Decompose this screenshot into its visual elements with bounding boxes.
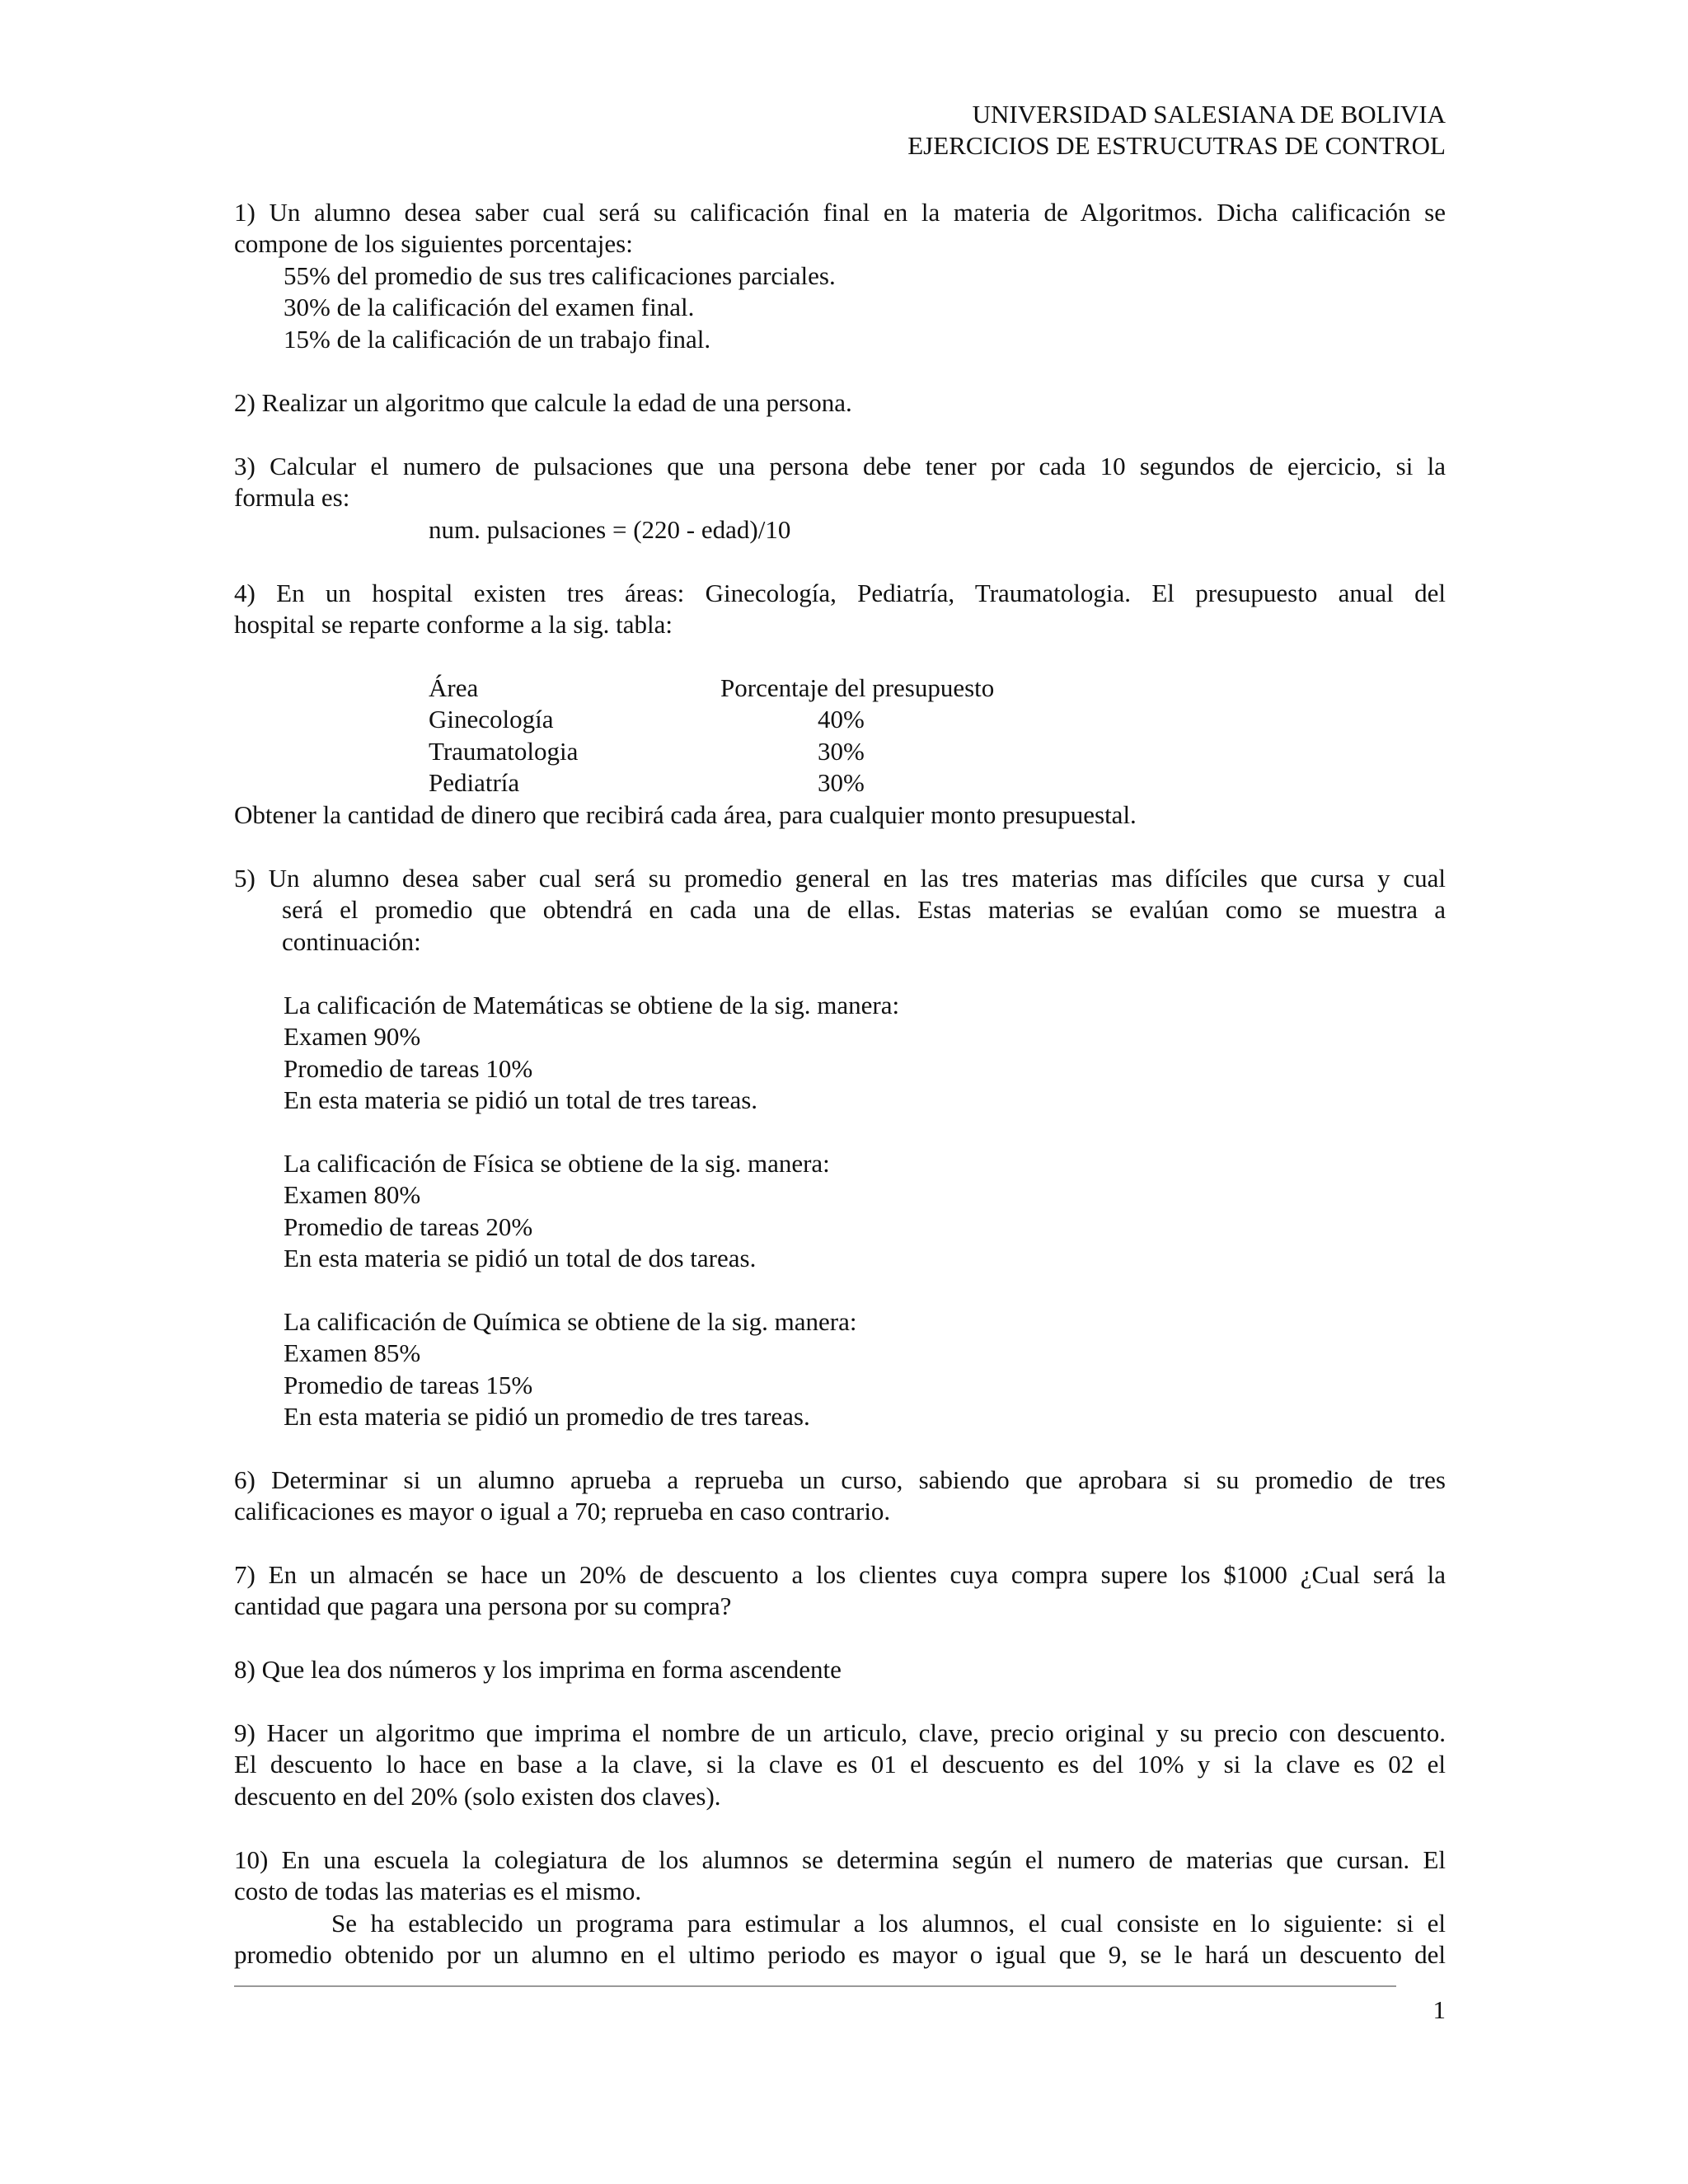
exercise-6-line-1: 6) Determinar si un alumno aprueba a reprueba un curso, sabiendo que aprobara si su promedio de tres [234,1465,1446,1494]
exercise-3-line-2: formula es: [234,483,350,512]
chemistry-exam: Examen 85% [284,1338,421,1367]
table-row-percentage: 30% [818,737,865,766]
table-row-area: Pediatría [429,768,520,797]
exercise-5-line-1: 5) Un alumno desea saber cual será su promedio general en las tres materias mas difíciles que cursa y cual [234,864,1446,893]
math-title: La calificación de Matemáticas se obtiene de la sig. manera: [284,991,900,1019]
chemistry-note: En esta materia se pidió un promedio de tres tareas. [284,1402,810,1431]
exercise-10-line-3: Se ha establecido un programa para estimular a los alumnos, el cual consiste en lo siguiente: si el [331,1909,1446,1938]
exercise-3-formula: num. pulsaciones = (220 - edad)/10 [429,515,791,544]
chemistry-homework: Promedio de tareas 15% [284,1371,533,1399]
exercise-5-line-3: continuación: [282,927,421,956]
table-row-percentage: 30% [818,768,865,797]
exercise-9-line-1: 9) Hacer un algoritmo que imprima el nombre de un articulo, clave, precio original y su precio con descuento. [234,1718,1446,1747]
exercise-7-line-2: cantidad que pagara una persona por su compra? [234,1591,732,1620]
exercise-7-line-1: 7) En un almacén se hace un 20% de descuento a los clientes cuya compra supere los $1000 ¿Cual será la [234,1560,1446,1589]
physics-exam: Examen 80% [284,1180,421,1209]
physics-title: La calificación de Física se obtiene de la sig. manera: [284,1149,830,1178]
physics-homework: Promedio de tareas 20% [284,1212,533,1241]
exercise-10-line-1: 10) En una escuela la colegiatura de los alumnos se determina según el numero de materias que cursan. El [234,1845,1446,1874]
exercise-8-line-1: 8) Que lea dos números y los imprima en forma ascendente [234,1655,842,1684]
exercise-1-line-2: compone de los siguientes porcentajes: [234,229,633,258]
table-row-area: Traumatologia [429,737,579,766]
chemistry-title: La calificación de Química se obtiene de la sig. manera: [284,1307,857,1336]
math-homework: Promedio de tareas 10% [284,1054,533,1083]
physics-note: En esta materia se pidió un total de dos tareas. [284,1244,757,1272]
math-exam: Examen 90% [284,1022,421,1051]
table-row-area: Ginecología [429,705,554,733]
exercise-4-line-2: hospital se reparte conforme a la sig. tabla: [234,610,673,639]
table-header-area: Área [429,673,479,702]
table-header-percentage: Porcentaje del presupuesto [720,673,995,702]
exercise-10-line-2: costo de todas las materias es el mismo. [234,1877,642,1905]
header-university: UNIVERSIDAD SALESIANA DE BOLIVIA [972,100,1446,129]
exercise-1-item-1: 55% del promedio de sus tres calificaciones parciales. [284,261,836,290]
math-note: En esta materia se pidió un total de tres tareas. [284,1085,758,1114]
exercise-10-line-4: promedio obtenido por un alumno en el ultimo periodo es mayor o igual que 9, se le hará un descuento del [234,1940,1446,1969]
exercise-9-line-3: descuento en del 20% (solo existen dos claves). [234,1782,721,1811]
exercise-1-item-2: 30% de la calificación del examen final. [284,293,695,321]
exercise-2-line-1: 2) Realizar un algoritmo que calcule la edad de una persona. [234,388,852,417]
exercise-3-line-1: 3) Calcular el numero de pulsaciones que una persona debe tener por cada 10 segundos de ejercicio, si la [234,452,1446,480]
footer-divider [234,1985,1396,1987]
header-title: EJERCICIOS DE ESTRUCUTRAS DE CONTROL [907,131,1446,160]
exercise-5-line-2: será el promedio que obtendrá en cada una de ellas. Estas materias se evalúan como se muestra a [282,895,1446,924]
page-number: 1 [1432,1995,1446,2024]
table-row-percentage: 40% [818,705,865,733]
exercise-1-item-3: 15% de la calificación de un trabajo final. [284,325,711,354]
exercise-9-line-2: El descuento lo hace en base a la clave, si la clave es 01 el descuento es del 10% y si la clave es 02 el [234,1750,1446,1779]
exercise-1-line-1: 1) Un alumno desea saber cual será su calificación final en la materia de Algoritmos. Dicha calificación se [234,198,1446,227]
exercise-4-line-1: 4) En un hospital existen tres áreas: Ginecología, Pediatría, Traumatologia. El presupuesto anual del [234,579,1446,607]
exercise-6-line-2: calificaciones es mayor o igual a 70; reprueba en caso contrario. [234,1497,891,1526]
exercise-4-after-table: Obtener la cantidad de dinero que recibirá cada área, para cualquier monto presupuestal. [234,800,1137,829]
